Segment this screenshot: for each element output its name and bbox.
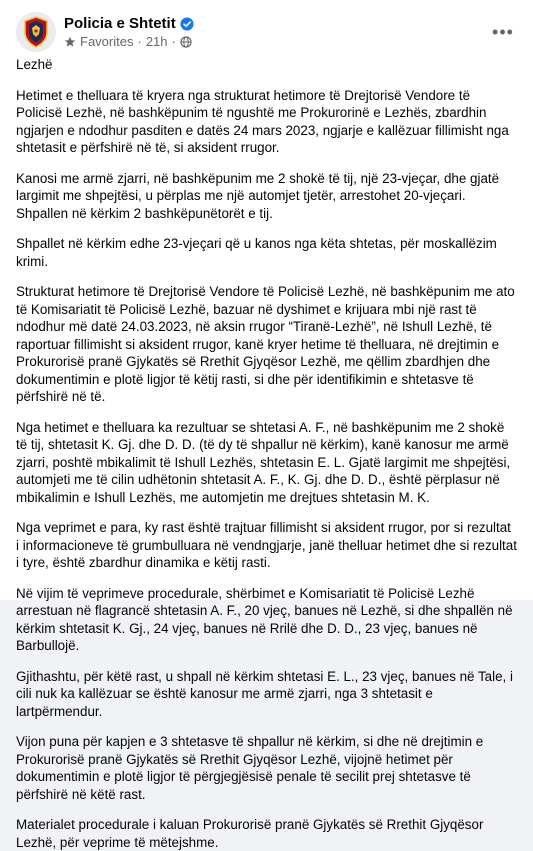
post-paragraph: Materialet procedurale i kaluan Prokurorisë pranë Gjykatës së Rrethit Gjyqësor Lezhë, për veprime të mëtejshme. [16, 817, 484, 850]
police-badge-icon [16, 12, 56, 52]
post-header [0, 0, 533, 52]
post-paragraph: Strukturat hetimore të Drejtorisë Vendore të Policisë Lezhë, në bashkëpunim me ato të Komisariatit të Policisë Lezhë, bazuar në dyshimet e krijuara mbi një rast të ndodhur më datë 24.03.2023, në aksin rrugor “Tiranë-Lezhë”, në Ishull Lezhë, të raportuar fillimisht si aksident rrugor, kanë kryer hetime të thelluara, në drejtimin e Prokurorisë pranë Gjykatës së Rrethit Gjyqësor Lezhë, me qëllim zbardhjen dhe dokumentimin e plotë ligjor të këtij rasti, si dhe për identifikimin e shtetasve të përfshirë në të. [16, 284, 515, 404]
post-paragraph: Gjithashtu, për këtë rast, u shpall në kërkim shtetasi E. L., 23 vjeç, banues në Tale, i cili nuk ka kallëzuar se është kanosur me armë zjarri, nga 3 shtetasit e lartpërmendur. [16, 668, 513, 719]
page-name[interactable]: Policia e Shtetit [64, 15, 176, 32]
post-paragraph: Kanosi me armë zjarri, në bashkëpunim me 2 shokë të tij, një 23-vjeçar, dhe gjatë largimit me shpejtësi, u përplas me një automjet tjetër, arrestohet 20-vjeçari. Shpallen në kërkim 2 bashkëpunëtorët e tij. [16, 170, 500, 221]
post-subtitle [64, 34, 485, 49]
post-paragraph: Hetimet e thelluara të kryera nga strukturat hetimore të Drejtorisë Vendore të Policisë Lezhë, në bashkëpunim të ngushtë me Prokurorinë e Lezhës, zbardhin ngjarjen e ndodhur pasditen e datës 24 mars 2023, ngjarje e kallëzuar fillimisht nga shtetasit e përfshirë në të, si aksident rrugor. [16, 87, 509, 155]
star-icon [64, 36, 76, 48]
post-paragraph: Në vijim të veprimeve procedurale, shërbimet e Komisariatit të Policisë Lezhë arrestuan në flagrancë shtetasin A. F., 20 vjeç, banues në Lezhë, si dhe shpallën në kërkim shtetasit K. Gj., 24 vjeç, banues në Rrilë dhe D. D., 23 vjeç, banues në Barbullojë. [16, 585, 513, 653]
post-paragraph: Nga veprimet e para, ky rast është trajtuar fillimisht si aksident rrugor, por si rezultat i informacioneve të grumbulluara në vendngjarje, janë thelluar hetimet dhe si rezultat i tyre, është zbardhur dinamika e këtij rasti. [16, 520, 517, 570]
post-paragraph: Nga hetimet e thelluara ka rezultuar se shtetasi A. F., në bashkëpunim me 2 shokë të tij, shtetasit K. Gj. dhe D. D. (të dy të shpallur në kërkim), kanë kanosur me armë zjarri, poshtë mbikalimit të Ishull Lezhës, shtetasin E. L. Gjatë largimit me shpejtësi, automjeti me të cilin udhëtonin shtetasit A. F., K. Gj. dhe D. D., është përplasur në mbikalimin e Ishull Lezhës, me automjetin me drejtues shtetasin M. K. [16, 419, 511, 505]
post-paragraph: Shpallet në kërkim edhe 23-vjeçari që u kanos nga këta shtetas, për moskallëzim krimi. [16, 236, 497, 269]
post-paragraph: Vijon puna për kapjen e 3 shtetasve të shpallur në kërkim, si dhe në drejtimin e Prokurorisë pranë Gjykatës së Rrethit Gjyqësor Lezhë, vijojnë hetimet për dokumentimin e plotë ligjor të përgjegjësisë penale të secilit prej shtetasve të përfshirë në këtë rast. [16, 734, 484, 802]
post-meta [64, 15, 485, 49]
post-time[interactable]: 21h [145, 34, 168, 49]
separator-dot: · [137, 34, 142, 49]
separator-dot: · [171, 34, 176, 49]
audience-label[interactable]: Favorites [80, 34, 134, 49]
verified-badge-icon [180, 17, 194, 31]
author-row [64, 15, 485, 32]
post-paragraph: Lezhë [16, 57, 53, 72]
post-text [0, 52, 533, 851]
globe-icon[interactable] [180, 36, 192, 48]
page-avatar[interactable] [16, 12, 56, 52]
more-options-icon[interactable]: ••• [492, 21, 514, 42]
